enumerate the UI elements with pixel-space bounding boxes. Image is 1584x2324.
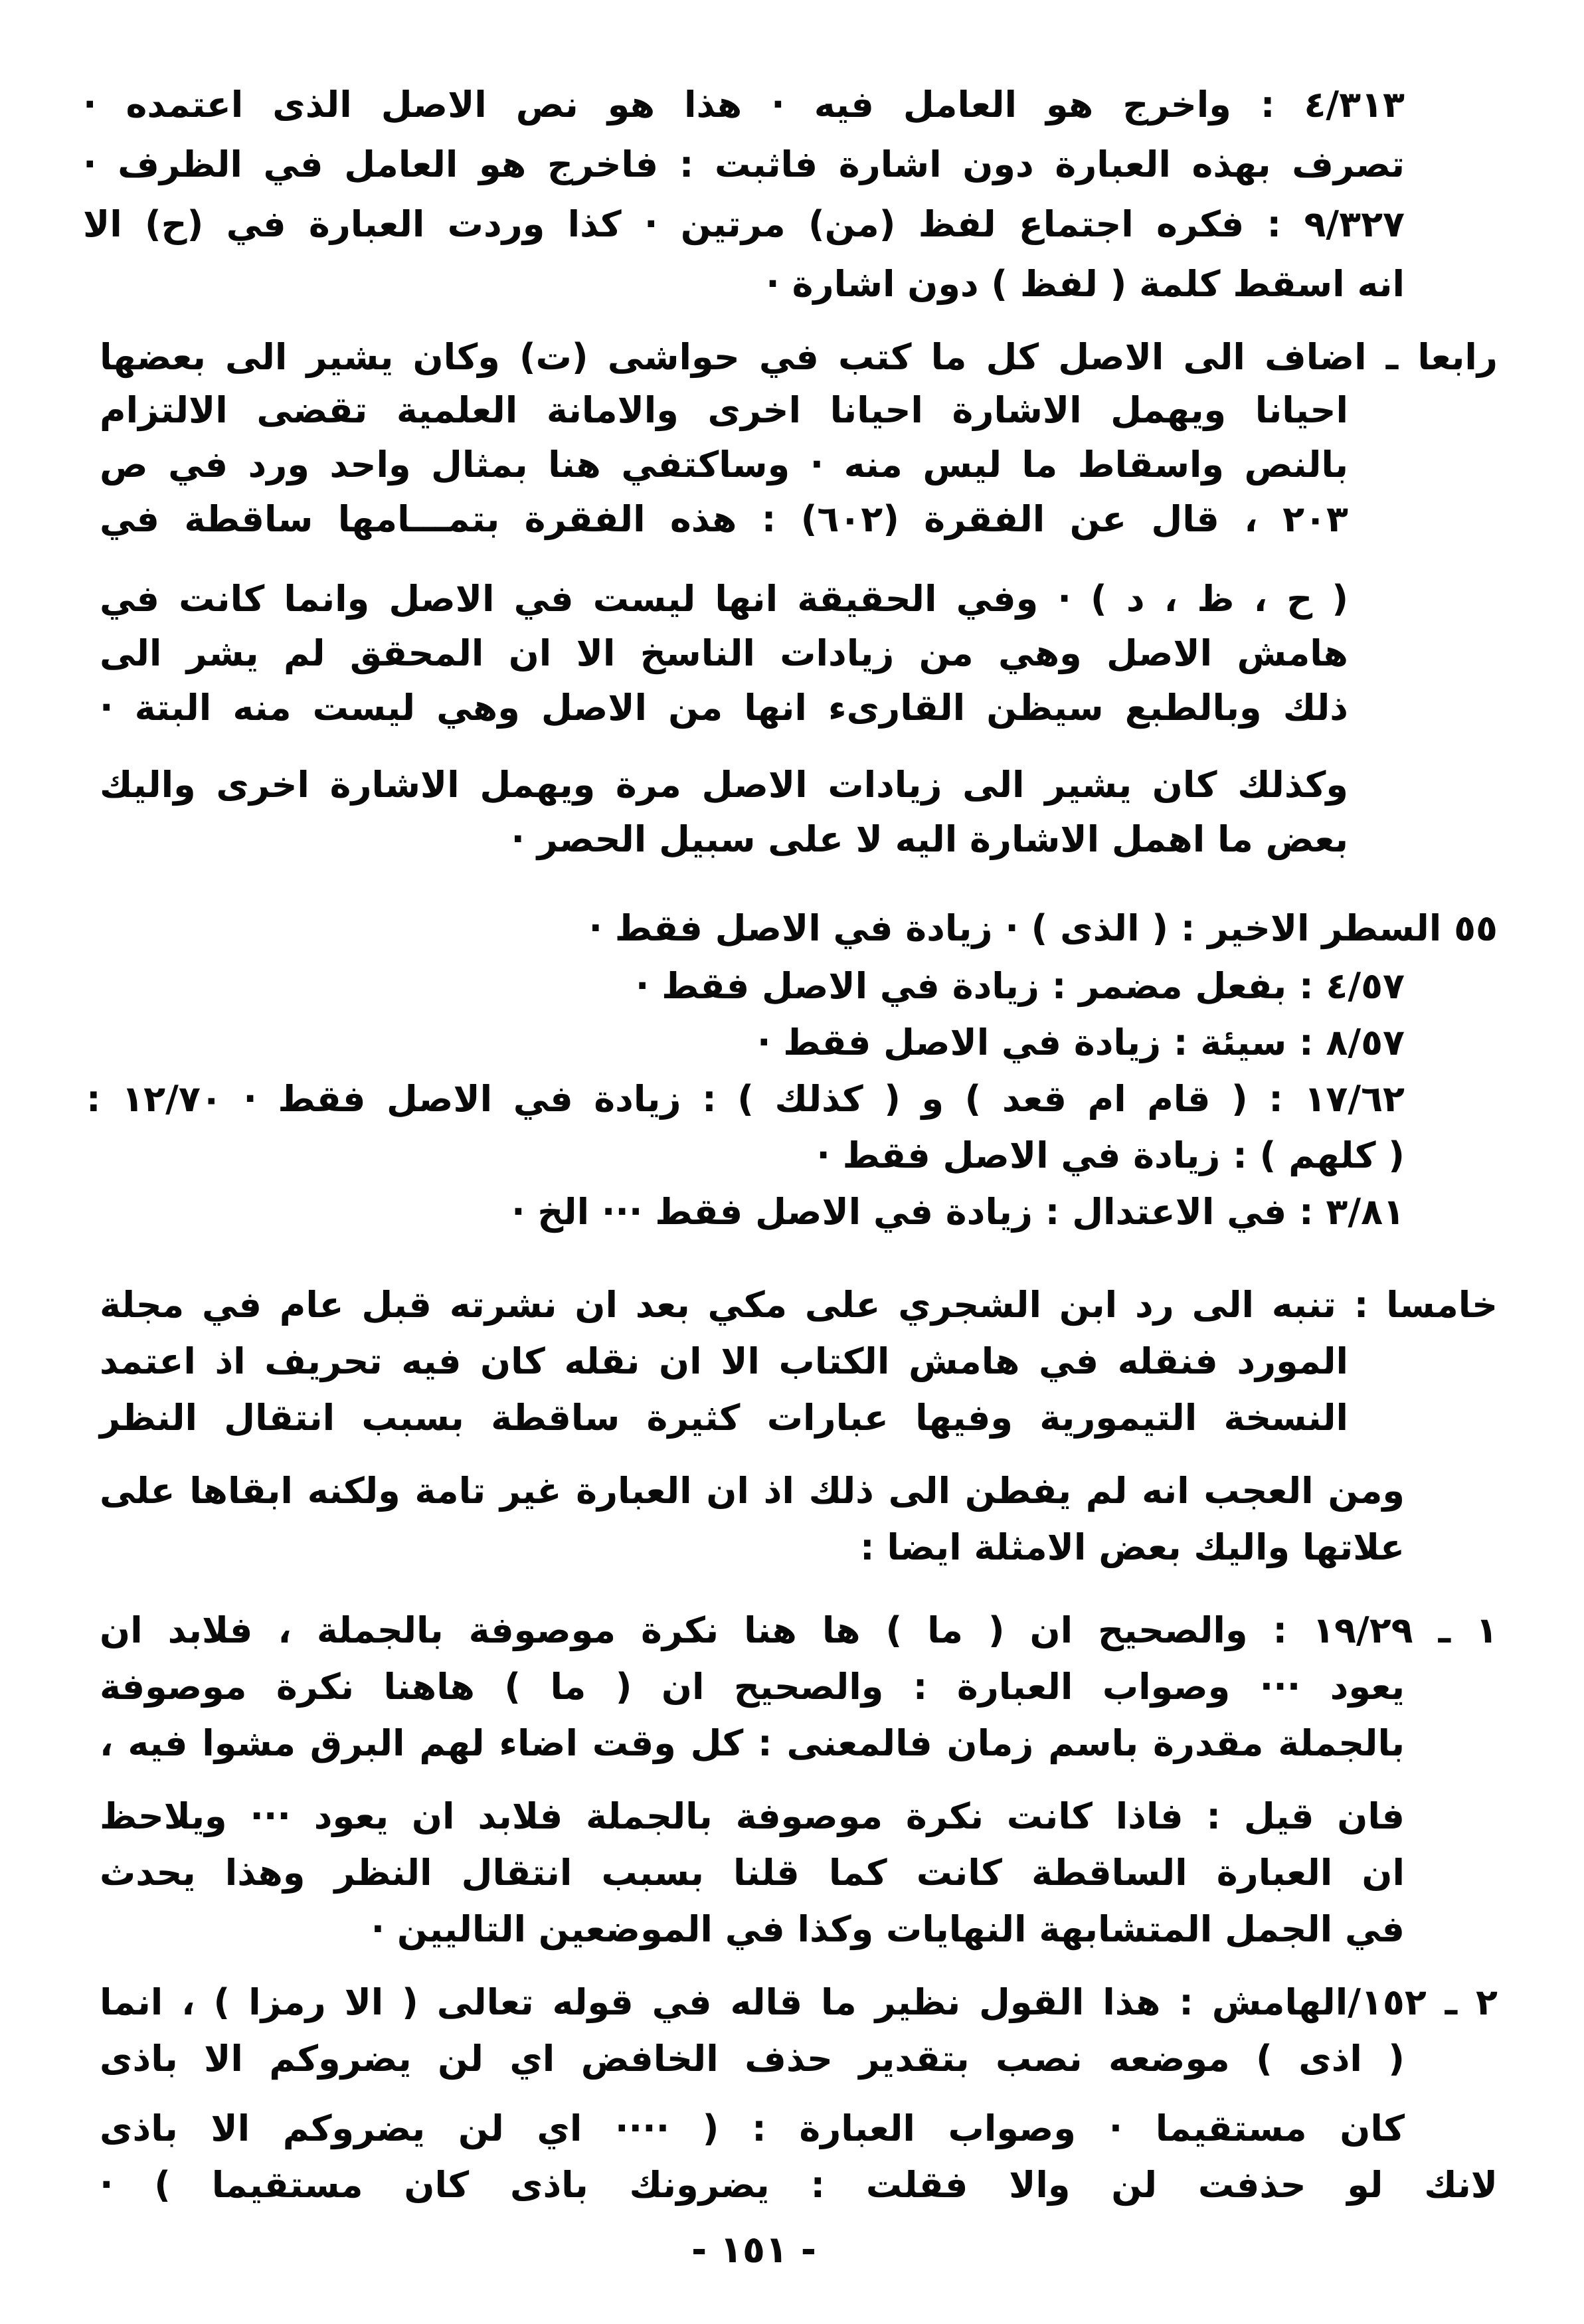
text-line: وكذلك كان يشير الى زيادات الاصل مرة ويهمل الاشارة اخرى واليك <box>100 764 1348 806</box>
text-line: لانك لو حذفت لن والا فقلت : يضرونك باذى كان مستقيما ) · <box>100 2164 1498 2206</box>
section-heading-line: خامسا : تنبه الى رد ابن الشجري على مكي بعد ان نشرته قبل عام في مجلة <box>100 1284 1498 1326</box>
text-line: النسخة التيمورية وفيها عبارات كثيرة ساقطة بسبب انتقال النظر <box>100 1397 1348 1439</box>
text-line: ٩/٣٢٧ : فكره اجتماع لفظ (من) مرتين · كذا وردت العبارة في (ح) الا <box>83 203 1405 245</box>
list-item: ١٧/٦٢ : ( قام ام قعد ) و ( كذلك ) : زيادة في الاصل فقط · ١٢/٧٠ : <box>86 1078 1405 1120</box>
text-line: في الجمل المتشابهة النهايات وكذا في الموضعين التاليين · <box>371 1908 1405 1950</box>
text-line: يعود ··· وصواب العبارة : والصحيح ان ( ما ) هاهنا نكرة موصوفة <box>100 1666 1405 1708</box>
text-line: كان مستقيما · وصواب العبارة : ( ···· اي لن يضروكم الا باذى <box>100 2107 1405 2149</box>
text-line: بالنص واسقاط ما ليس منه · وساكتفي هنا بمثال واحد ورد في ص <box>100 444 1348 486</box>
text-line: بعض ما اهمل الاشارة اليه لا على سبيل الحصر · <box>511 818 1348 860</box>
list-item: ٥٥ السطر الاخير : ( الذى ) · زيادة في الاصل فقط · <box>588 907 1498 949</box>
text-line: ذلك وبالطبع سيظن القارىء انها من الاصل وهي ليست منه البتة · <box>100 687 1348 729</box>
numbered-item: ١ ـ ١٩/٢٩ : والصحيح ان ( ما ) ها هنا نكرة موصوفة بالجملة ، فلابد ان <box>100 1609 1498 1651</box>
text-line: هامش الاصل وهي من زيادات الناسخ الا ان المحقق لم يشر الى <box>100 632 1348 674</box>
text-line: احيانا ويهمل الاشارة احيانا اخرى والامانة العلمية تقضى الالتزام <box>100 389 1348 431</box>
section-heading-line: رابعا ـ اضاف الى الاصل كل ما كتب في حواشى (ت) وكان يشير الى بعضها <box>100 336 1498 378</box>
text-line: ومن العجب انه لم يفطن الى ذلك اذ ان العبارة غير تامة ولكنه ابقاها على <box>100 1470 1405 1512</box>
text-line: تصرف بهذه العبارة دون اشارة فاثبت : فاخرج هو العامل في الظرف · <box>83 143 1405 185</box>
text-line: انه اسقط كلمة ( لفظ ) دون اشارة · <box>766 263 1405 305</box>
numbered-item: ٢ ـ ١٥٢/الهامش : هذا القول نظير ما قاله في قوله تعالى ( الا رمزا ) ، انما <box>100 1981 1498 2023</box>
text-line: ٢٠٣ ، قال عن الفقرة (٦٠٢) : هذه الفقرة بتمـــامها ساقطة في <box>100 498 1348 540</box>
list-item: ٨/٥٧ : سيئة : زيادة في الاصل فقط · <box>756 1022 1405 1063</box>
text-line: ( ح ، ظ ، د ) · وفي الحقيقة انها ليست في الاصل وانما كانت في <box>100 578 1348 620</box>
list-item: ٣/٨١ : في الاعتدال : زيادة في الاصل فقط ··· الخ · <box>511 1191 1405 1233</box>
text-line: المورد فنقله في هامش الكتاب الا ان نقله كان فيه تحريف اذ اعتمد <box>100 1340 1348 1382</box>
text-line: فان قيل : فاذا كانت نكرة موصوفة بالجملة فلابد ان يعود ··· ويلاحظ <box>100 1795 1405 1837</box>
text-line: ان العبارة الساقطة كانت كما قلنا بسبب انتقال النظر وهذا يحدث <box>100 1852 1405 1894</box>
text-line: ( اذى ) موضعه نصب بتقدير حذف الخافض اي لن يضروكم الا باذى <box>100 2038 1405 2080</box>
list-item: ( كلهم ) : زيادة في الاصل فقط · <box>816 1134 1405 1176</box>
page-number: - ١٥١ - <box>691 2228 817 2272</box>
text-line: علاتها واليك بعض الامثلة ايضا : <box>859 1526 1405 1568</box>
text-line: ٤/٣١٣ : واخرج هو العامل فيه · هذا هو نص الاصل الذى اعتمده · <box>83 84 1405 126</box>
list-item: ٤/٥٧ : بفعل مضمر : زيادة في الاصل فقط · <box>635 965 1405 1007</box>
text-line: بالجملة مقدرة باسم زمان فالمعنى : كل وقت اضاء لهم البرق مشوا فيه ، <box>100 1722 1405 1764</box>
